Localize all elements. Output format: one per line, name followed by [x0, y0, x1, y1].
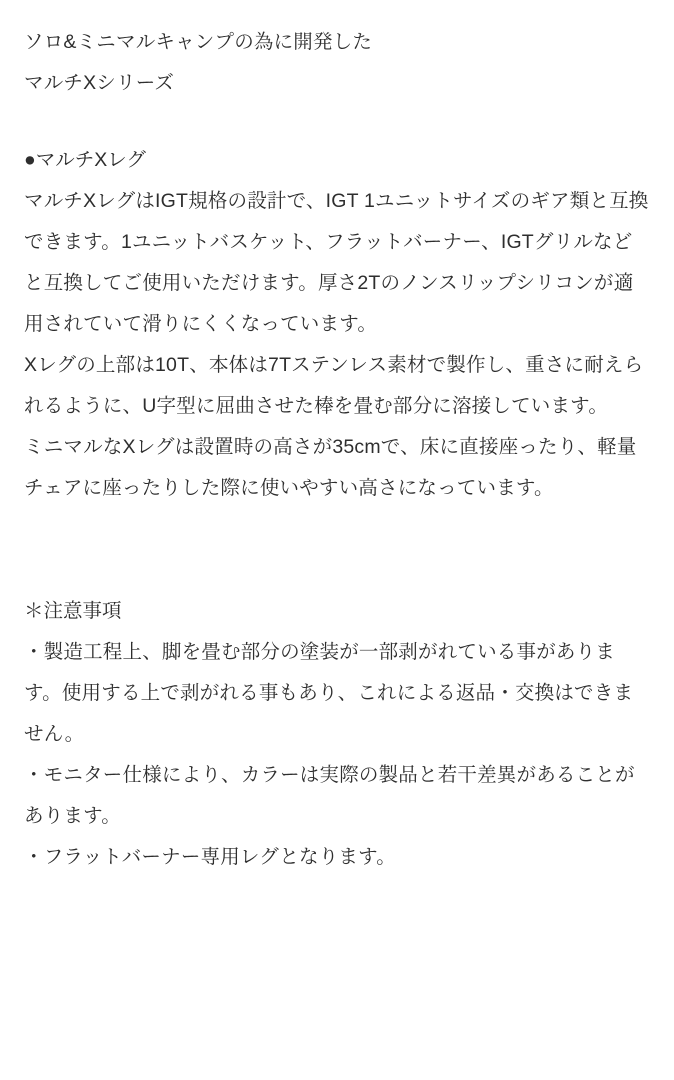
notice-item-1: ・製造工程上、脚を畳む部分の塗装が一部剥がれている事があります。使用する上で剥がれる事もあり、これによる返品・交換はできません。: [24, 641, 634, 745]
section-heading-multi-x-leg: ●マルチXレグ: [24, 149, 146, 171]
notice-item-3: ・フラットバーナー専用レグとなります。: [24, 846, 396, 868]
spacer-after-intro: [24, 104, 650, 140]
intro-line-2: マルチXシリーズ: [24, 72, 175, 94]
body-paragraph-2: Xレグの上部は10T、本体は7Tステンレス素材で製作し、重さに耐えられるように、U字型に屈曲させた棒を畳む部分に溶接しています。: [24, 354, 644, 417]
body-paragraph-1: マルチXレグはIGT規格の設計で、IGT 1ユニットサイズのギア類と互換できます。1ユニットバスケット、フラットバーナー、IGTグリルなどと互換してご使用いただけます。厚さ2Tのノンスリップシリコンが適用されていて滑りにくくなっています。: [24, 190, 649, 335]
intro-block: [24, 22, 650, 104]
spacer-before-notice: [24, 509, 650, 591]
notice-title: ＊注意事項: [24, 600, 122, 622]
intro-line-1: ソロ&ミニマルキャンプの為に開発した: [24, 31, 373, 53]
body-paragraph-3: ミニマルなXレグは設置時の高さが35cmで、床に直接座ったり、軽量チェアに座ったりした際に使いやすい高さになっています。: [24, 436, 637, 499]
notice-item-2: ・モニター仕様により、カラーは実際の製品と若干差異があることがあります。: [24, 764, 635, 827]
